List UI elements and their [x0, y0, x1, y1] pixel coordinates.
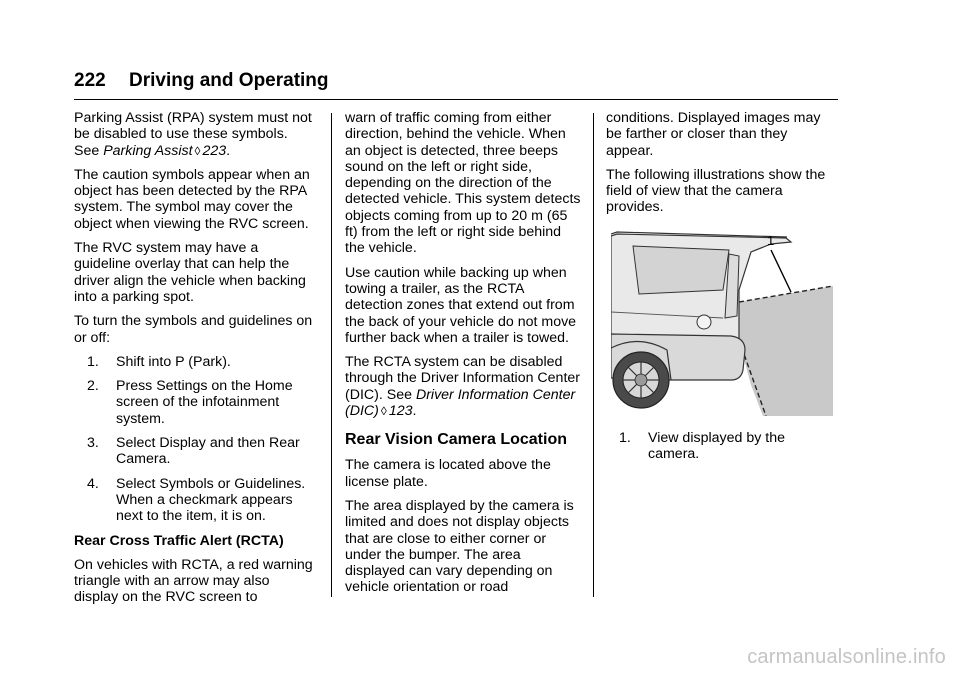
paragraph: To turn the symbols and guidelines on or off: — [74, 313, 313, 346]
step-number: 2. — [87, 378, 99, 395]
xref-link-dic[interactable]: Driver Information Center (DIC) — [345, 386, 576, 420]
page-number: 222 — [74, 70, 106, 91]
xref-page-number: 123 — [388, 403, 413, 420]
list-item — [74, 378, 314, 427]
paragraph: The following illustrations show the field of view that the camera provides. — [606, 166, 826, 216]
caption-text: View displayed by the camera. — [648, 430, 785, 463]
step-number: 4. — [87, 475, 99, 492]
step-text: Select Symbols or Guidelines. When a checkmark appears next to the item, it is on. — [116, 475, 306, 525]
section-title: Driving and Operating — [129, 70, 329, 91]
figure-callout-number: 1 — [767, 233, 775, 248]
figure-caption — [606, 430, 838, 463]
camera-view-illustration — [611, 230, 833, 416]
paragraph: conditions. Displayed images may be farther or closer than they appear. — [606, 110, 821, 159]
paragraph: Use caution while backing up when towing a trailer, as the RCTA detection zones that extend out from the back of your vehicle do not move further back when a trailer is towed. — [345, 264, 577, 346]
list-item — [74, 476, 314, 525]
subheading-rcta: Rear Cross Traffic Alert (RCTA) — [74, 532, 284, 549]
paragraph: On vehicles with RCTA, a red warning triangle with an arrow may also display on the RVC screen to — [74, 556, 313, 606]
paragraph: The camera is located above the license plate. — [345, 457, 551, 490]
page-header — [74, 70, 838, 100]
list-item — [74, 435, 314, 468]
list-item — [74, 354, 314, 370]
step-text: Press Settings on the Home screen of the infotainment system. — [116, 378, 293, 427]
paragraph-text: The RCTA system can be disabled through the Driver Information Center (DIC). See — [345, 354, 580, 403]
paragraph: The area displayed by the camera is limited and does not display objects that are close to either corner or under the bumper. The area displayed can vary depending on vehicle orientation or road — [345, 497, 574, 596]
paragraph: The RCTA system can be disabled through the Driver Information Center (DIC). See Driver Information Center (DIC) ◊ 123. — [345, 354, 580, 420]
step-number: 1. — [87, 353, 99, 370]
column-2 — [345, 110, 583, 604]
site-watermark: carmanualsonline.info — [747, 646, 946, 668]
heading-camera-location: Rear Vision Camera Location — [345, 431, 567, 449]
xref-page-number: 223 — [202, 142, 227, 159]
page-reference-icon: ◊ — [194, 143, 201, 158]
step-number: 3. — [87, 435, 99, 452]
paragraph: warn of traffic coming from either direction, behind the vehicle. When an object is detected, three beeps sound on the left or right side, depending on the direction of the detected vehicle. This system detects objects coming from up to 20 m (65 ft) from the left or right side behind the vehicle. — [345, 110, 581, 257]
paragraph: Parking Assist (RPA) system must not be disabled to use these symbols. See Parking Assist ◊ 223. — [74, 110, 312, 159]
caption-number: 1. — [619, 430, 631, 446]
steps-list — [74, 354, 314, 525]
column-3 — [606, 110, 838, 224]
step-text: Select Display and then Rear Camera. — [116, 435, 300, 468]
step-text: Shift into P (Park). — [116, 353, 231, 370]
paragraph-text: Parking Assist (RPA) system must not be disabled to use these symbols. See — [74, 110, 312, 159]
paragraph: The RVC system may have a guideline overlay that can help the driver align the vehicle when backing into a parking spot. — [74, 240, 306, 305]
column-divider-2 — [593, 113, 594, 597]
page-reference-icon: ◊ — [380, 404, 387, 419]
column-1 — [74, 110, 314, 614]
column-divider-1 — [331, 113, 332, 597]
vehicle-rear-illustration — [611, 230, 833, 416]
header-divider — [74, 99, 838, 100]
paragraph: The caution symbols appear when an object has been detected by the RPA system. The symbol may cover the object when viewing the RVC screen. — [74, 166, 310, 232]
xref-link-parking-assist[interactable]: Parking Assist — [103, 142, 193, 159]
